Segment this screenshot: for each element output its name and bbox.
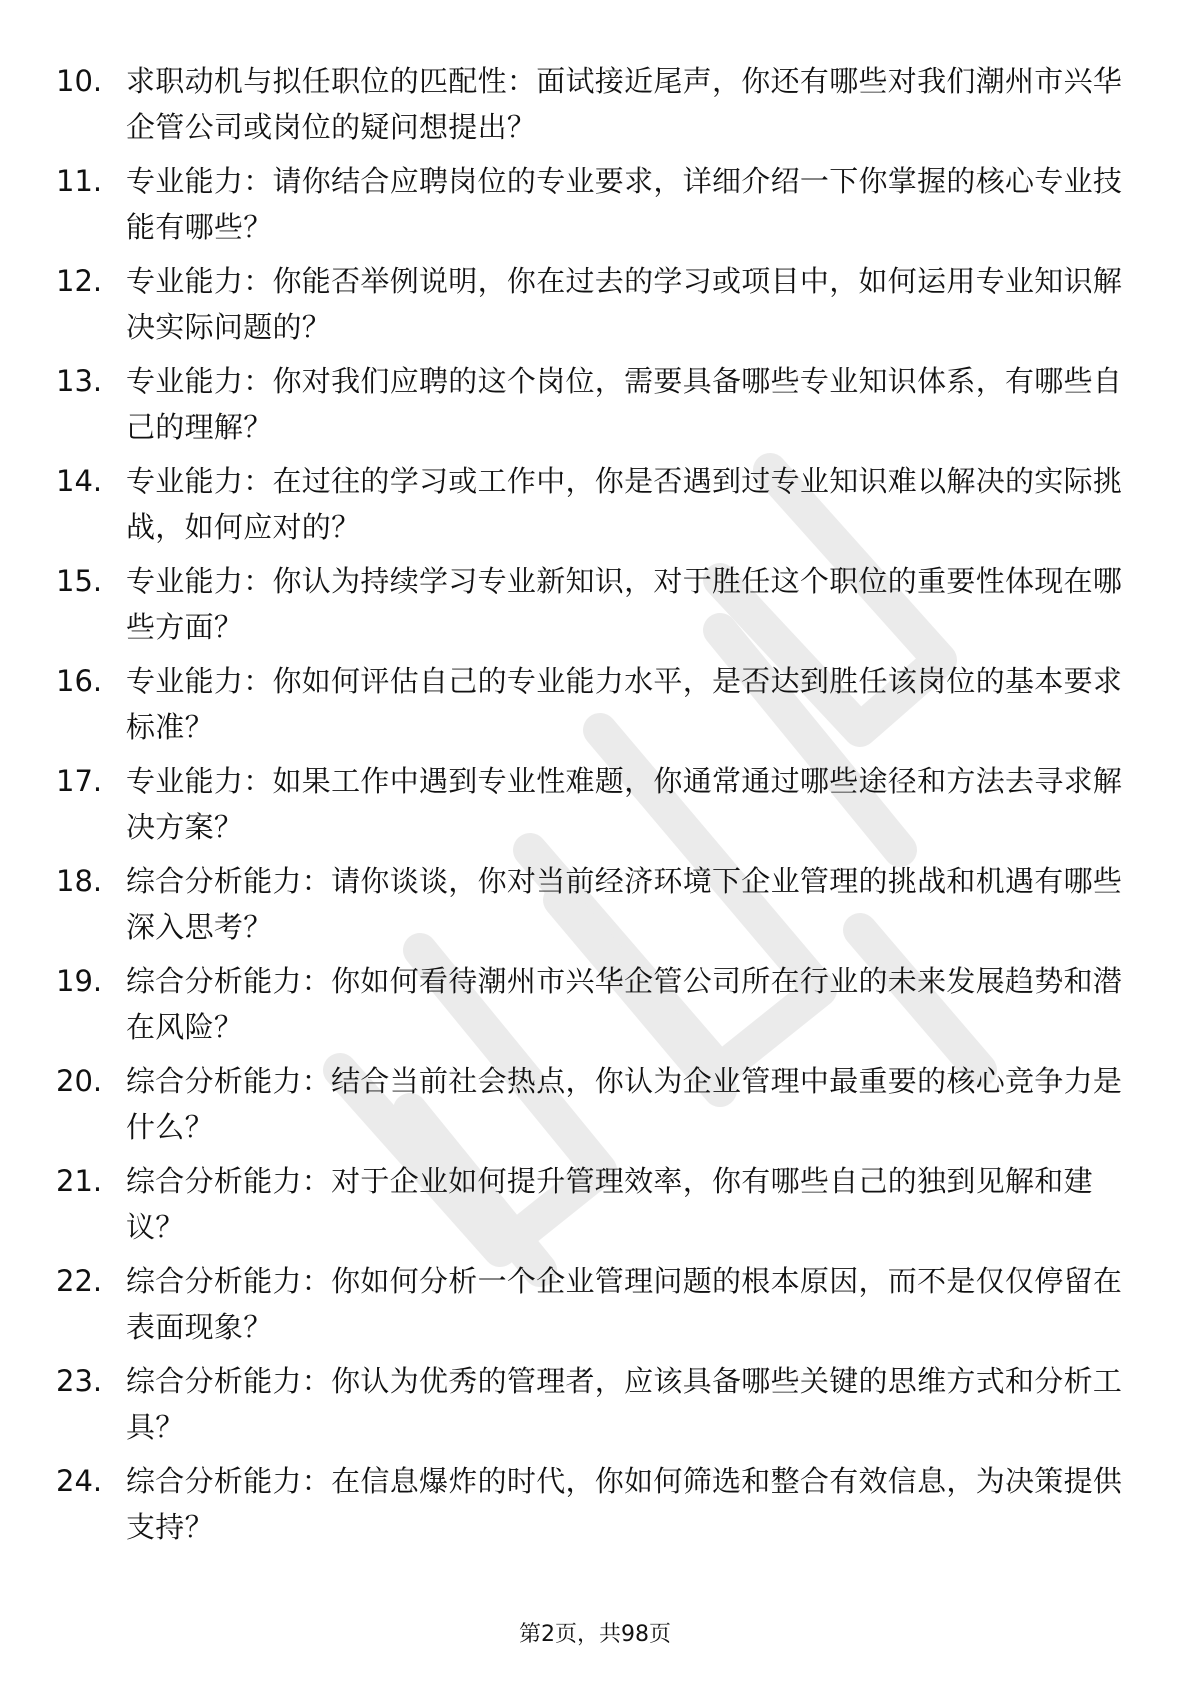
question-number: 21. [56,1164,103,1198]
question-item [0,1050,1190,1150]
question-item [0,1150,1190,1250]
question-item [0,550,1190,650]
question-text: 综合分析能力：你如何分析一个企业管理问题的根本原因，而不是仅仅停留在表面现象？ [126,1264,1123,1344]
question-number: 14. [56,464,103,498]
question-text: 专业能力：你如何评估自己的专业能力水平，是否达到胜任该岗位的基本要求标准？ [126,664,1123,744]
question-text: 综合分析能力：你认为优秀的管理者，应该具备哪些关键的思维方式和分析工具？ [126,1364,1123,1444]
question-text: 专业能力：在过往的学习或工作中，你是否遇到过专业知识难以解决的实际挑战，如何应对的？ [126,464,1123,544]
question-number: 24. [56,1464,103,1498]
question-item [0,650,1190,750]
page-footer: 第2页，共98页 [519,1622,671,1647]
question-number: 23. [56,1364,103,1398]
question-text: 专业能力：如果工作中遇到专业性难题，你通常通过哪些途径和方法去寻求解决方案？ [126,764,1123,844]
question-item [0,350,1190,450]
question-number: 18. [56,864,103,898]
question-text: 综合分析能力：在信息爆炸的时代，你如何筛选和整合有效信息，为决策提供支持？ [126,1464,1123,1544]
question-number: 20. [56,1064,103,1098]
question-item [0,950,1190,1050]
question-item [0,1350,1190,1450]
question-number: 10. [56,64,103,98]
question-item [0,450,1190,550]
question-text: 专业能力：你对我们应聘的这个岗位，需要具备哪些专业知识体系，有哪些自己的理解？ [126,364,1123,444]
question-text: 综合分析能力：请你谈谈，你对当前经济环境下企业管理的挑战和机遇有哪些深入思考？ [126,864,1123,944]
question-number: 16. [56,664,103,698]
question-text: 综合分析能力：对于企业如何提升管理效率，你有哪些自己的独到见解和建议？ [126,1164,1093,1244]
question-number: 13. [56,364,103,398]
question-number: 22. [56,1264,103,1298]
question-number: 12. [56,264,103,298]
question-item [0,1450,1190,1550]
question-text: 专业能力：请你结合应聘岗位的专业要求，详细介绍一下你掌握的核心专业技能有哪些？ [126,164,1123,244]
question-number: 19. [56,964,103,998]
question-text: 专业能力：你能否举例说明，你在过去的学习或项目中，如何运用专业知识解决实际问题的？ [126,264,1123,344]
question-number: 17. [56,764,103,798]
question-item [0,250,1190,350]
question-item [0,750,1190,850]
question-text: 综合分析能力：结合当前社会热点，你认为企业管理中最重要的核心竞争力是什么？ [126,1064,1123,1144]
question-item [0,1250,1190,1350]
question-text: 综合分析能力：你如何看待潮州市兴华企管公司所在行业的未来发展趋势和潜在风险？ [126,964,1123,1044]
question-number: 11. [56,164,103,198]
question-item [0,50,1190,150]
question-item [0,150,1190,250]
question-text: 求职动机与拟任职位的匹配性：面试接近尾声，你还有哪些对我们潮州市兴华企管公司或岗位的疑问想提出？ [126,64,1123,144]
question-item [0,850,1190,950]
question-text: 专业能力：你认为持续学习专业新知识，对于胜任这个职位的重要性体现在哪些方面？ [126,564,1123,644]
question-number: 15. [56,564,103,598]
question-list [0,50,1190,1550]
